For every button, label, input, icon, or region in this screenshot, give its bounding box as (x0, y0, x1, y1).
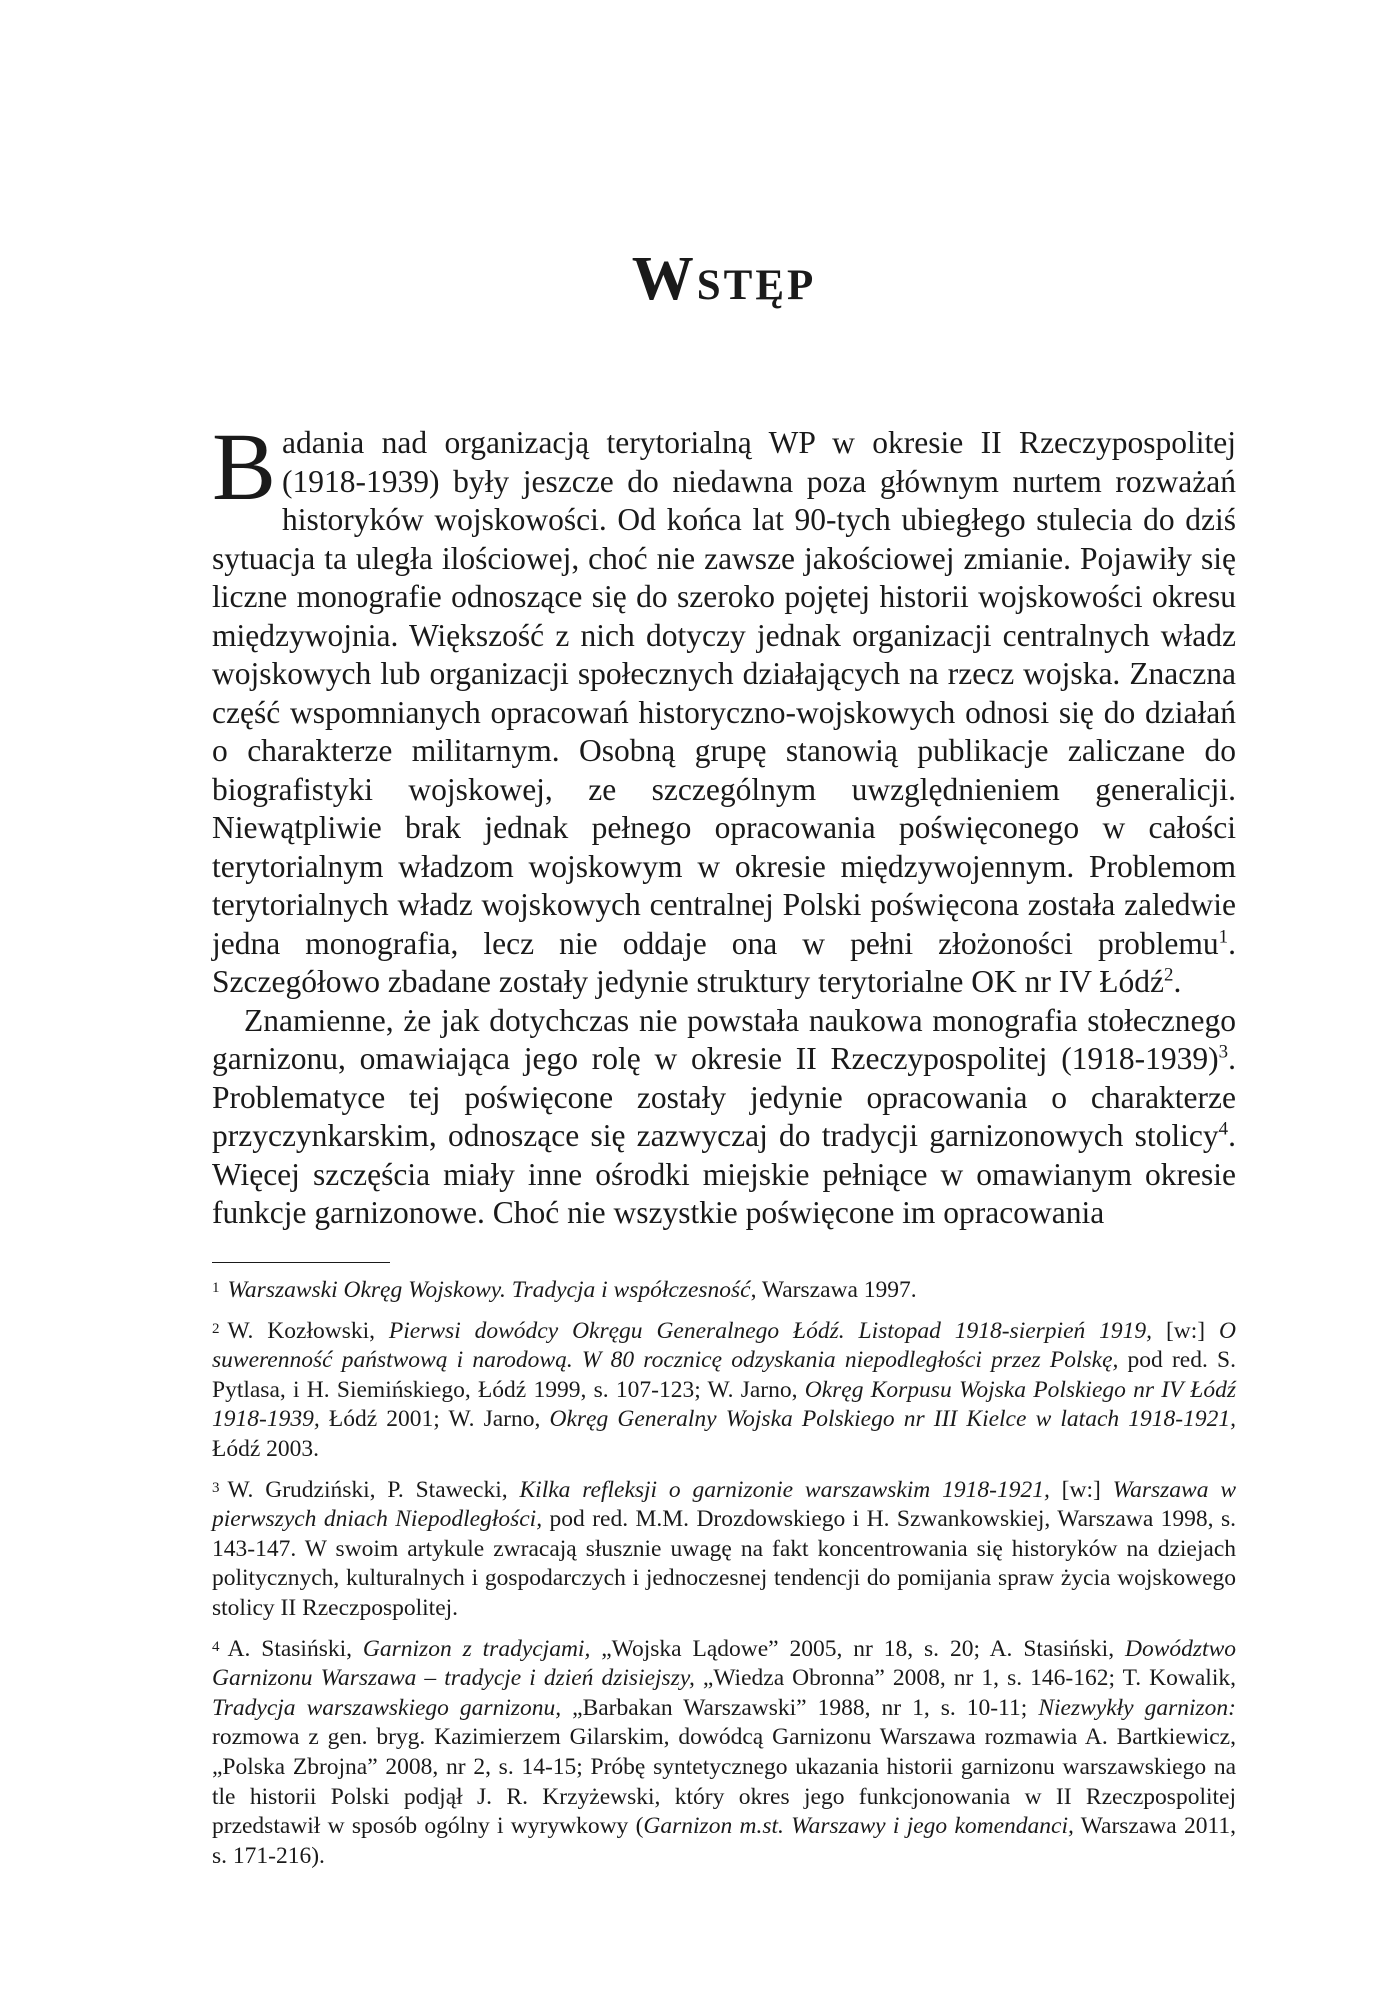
footnote-divider (212, 1262, 390, 1263)
main-text (212, 413, 1236, 1233)
footnote-4-title: Dowództwo Garnizonu Warszawa – tradycje i dzień dzisiejszy, (212, 1635, 1236, 1692)
footnote-number: 2 (212, 1320, 220, 1337)
footnote-3-title: Warszawa w pierwszych dniach Niepodległości, (212, 1476, 1236, 1533)
footnote-number: 1 (212, 1280, 220, 1296)
footnote-4-title: Niezwykły garnizon: (1038, 1694, 1237, 1721)
footnote-3-text: W. Grudziński, P. Stawecki, (227, 1476, 520, 1503)
footnote-4-title: Garnizon z tradycjami, (362, 1635, 591, 1662)
paragraph-1 (212, 413, 1236, 1002)
footnote-2-text: Łódź 2003. (212, 1435, 320, 1462)
footnote-3-text: [w:] (1049, 1476, 1113, 1503)
footnote-3-title: Kilka refleksji o garnizonie warszawskim 1918-1921, (519, 1476, 1050, 1503)
footnote-4-text: „Wiedza Obronna” 2008, nr 1, s. 146-162; T. Kowalik, (694, 1665, 1236, 1692)
footnote-2-text: pod red. S. Pytlasa, i H. Siemińskiego, Łódź 1999, s. 107-123; W. Jarno, (212, 1347, 1236, 1403)
footnote-2-title: Okręg Korpusu Wojska Polskiego nr IV Łódź 1918-1939, (212, 1376, 1236, 1433)
footnote-1-text: , Warszawa 1997. (750, 1277, 917, 1303)
footnote-2-title: Okręg Generalny Wojska Polskiego nr III Kielce w latach 1918-1921, (549, 1406, 1236, 1433)
footnote-4-title: Garnizon m.st. Warszawy i jego komendanci, (643, 1813, 1074, 1840)
footnote-2-text: Łódź 2001; W. Jarno, (319, 1406, 550, 1433)
footnote-4-text: „Wojska Lądowe” 2005, nr 18, s. 20; A. Stasiński, (590, 1635, 1125, 1662)
footnote-ref-2[interactable]: 2 (1163, 964, 1174, 986)
footnote-number: 3 (212, 1479, 220, 1496)
paragraph-1-text-a: adania nad organizacją terytorialną WP w okresie II Rzeczypospolitej (1918-1939) były jeszcze do niedawna poza głównym nurtem rozważań historyków wojskowości. Od końca lat 90-tych ubiegłego stulecia do dziś sytuacja ta uległa ilościowej, choć nie zawsze jakościowej zmianie. Pojawiły się liczne monografie odnoszące się do szeroko pojętej historii wojskowości okresu międzywojnia. Większość z nich dotyczy jednak organizacji centralnych władz wojskowych lub organizacji społecznych działających na rzecz wojska. Znaczna część wspomnianych opracowań historyczno-wojskowych odnosi się do działań o charakterze militarnym. Osobną grupę stanowią publikacje zaliczane do biografistyki wojskowej, ze szczególnym uwzględnieniem generalicji. Niewątpliwie brak jednak pełnego opracowania poświęconego w całości terytorialnym władzom wojskowym w okresie międzywojennym. Problemom terytorialnych władz wojskowych centralnej Polski poświęcona została zaledwie jedna monografia, lecz nie oddaje ona w pełni złożoności problemu (212, 425, 1236, 961)
footnote-1 (212, 1276, 1236, 1306)
paragraph-2 (212, 1002, 1236, 1233)
paragraph-1-text-b: . Szczegółowo zbadane zostały jedynie struktury terytorialne OK nr IV Łódź (212, 925, 1236, 999)
footnote-ref-1[interactable]: 1 (1218, 926, 1229, 947)
footnote-4-text: A. Stasiński, (227, 1635, 363, 1662)
footnote-2-text: W. Kozłowski, (227, 1317, 389, 1344)
footnote-3 (212, 1476, 1236, 1624)
footnote-ref-4[interactable]: 4 (1218, 1118, 1229, 1140)
footnote-number: 4 (212, 1638, 220, 1655)
footnote-4 (212, 1635, 1236, 1872)
footnote-2-title: Pierwsi dowódcy Okręgu Generalnego Łódź. Listopad 1918-sierpień 1919, (388, 1317, 1153, 1344)
footnote-ref-3[interactable]: 3 (1218, 1041, 1229, 1063)
paragraph-1-text-c: . (1173, 964, 1182, 999)
footnote-1-title: Warszawski Okręg Wojskowy. Tradycja i współczesność (227, 1277, 751, 1303)
footnote-4-text: rozmowa z gen. bryg. Kazimierzem Gilarskim, dowódcą Garnizonu Warszawa rozmawia A. Bartkiewicz, „Polska Zbrojna” 2008, nr 2, s. 14-15; Próbę syntetycznego ukazania historii garnizonu warszawskiego na tle historii Polski podjął J. R. Krzyżewski, który okres jego funkcjonowania w II Rzeczpospolitej przedstawił w sposób ogólny i wyrywkowy ( (212, 1724, 1236, 1840)
footnote-2-title: O suwerenność państwową i narodową. W 80 rocznicę odzyskania niepodległości przez Polskę, (212, 1317, 1236, 1374)
paragraph-2-text-c: . Więcej szczęścia miały inne ośrodki miejskie pełniące w omawianym okresie funkcje garnizonowe. Choć nie wszystkie poświęcone im opracowania (212, 1118, 1236, 1230)
footnote-4-text: „Barbakan Warszawski” 1988, nr 1, s. 10-11; (561, 1694, 1039, 1721)
footnotes (212, 1276, 1236, 1882)
drop-cap: B (212, 413, 277, 520)
paragraph-2-text-a: Znamienne, że jak dotychczas nie powstała naukowa monografia stołecznego garnizonu, omawiająca jego rolę w okresie II Rzeczypospolitej (1918-1939) (212, 1002, 1236, 1076)
footnote-4-title: Tradycja warszawskiego garnizonu, (212, 1694, 562, 1721)
footnote-2-text: [w:] (1152, 1317, 1220, 1344)
footnote-3-text: pod red. M.M. Drozdowskiego i H. Szwankowskiej, Warszawa 1998, s. 143-147. W swoim artykule zwracają słusznie uwagę na fakt koncentrowania się historyków na dziejach politycznych, kulturalnych i gospodarczych i jednoczesnej tendencji do pomijania spraw życia wojskowego stolicy II Rzeczpospolitej. (212, 1506, 1236, 1621)
footnote-2 (212, 1317, 1236, 1465)
footnote-4-text: Warszawa 2011, s. 171-216). (212, 1813, 1236, 1869)
paragraph-2-text-b: . Problematyce tej poświęcone zostały jedynie opracowania o charakterze przyczynkarskim, odnoszące się zazwyczaj do tradycji garnizonowych stolicy (212, 1041, 1236, 1153)
chapter-title: Wstęp (631, 245, 817, 313)
